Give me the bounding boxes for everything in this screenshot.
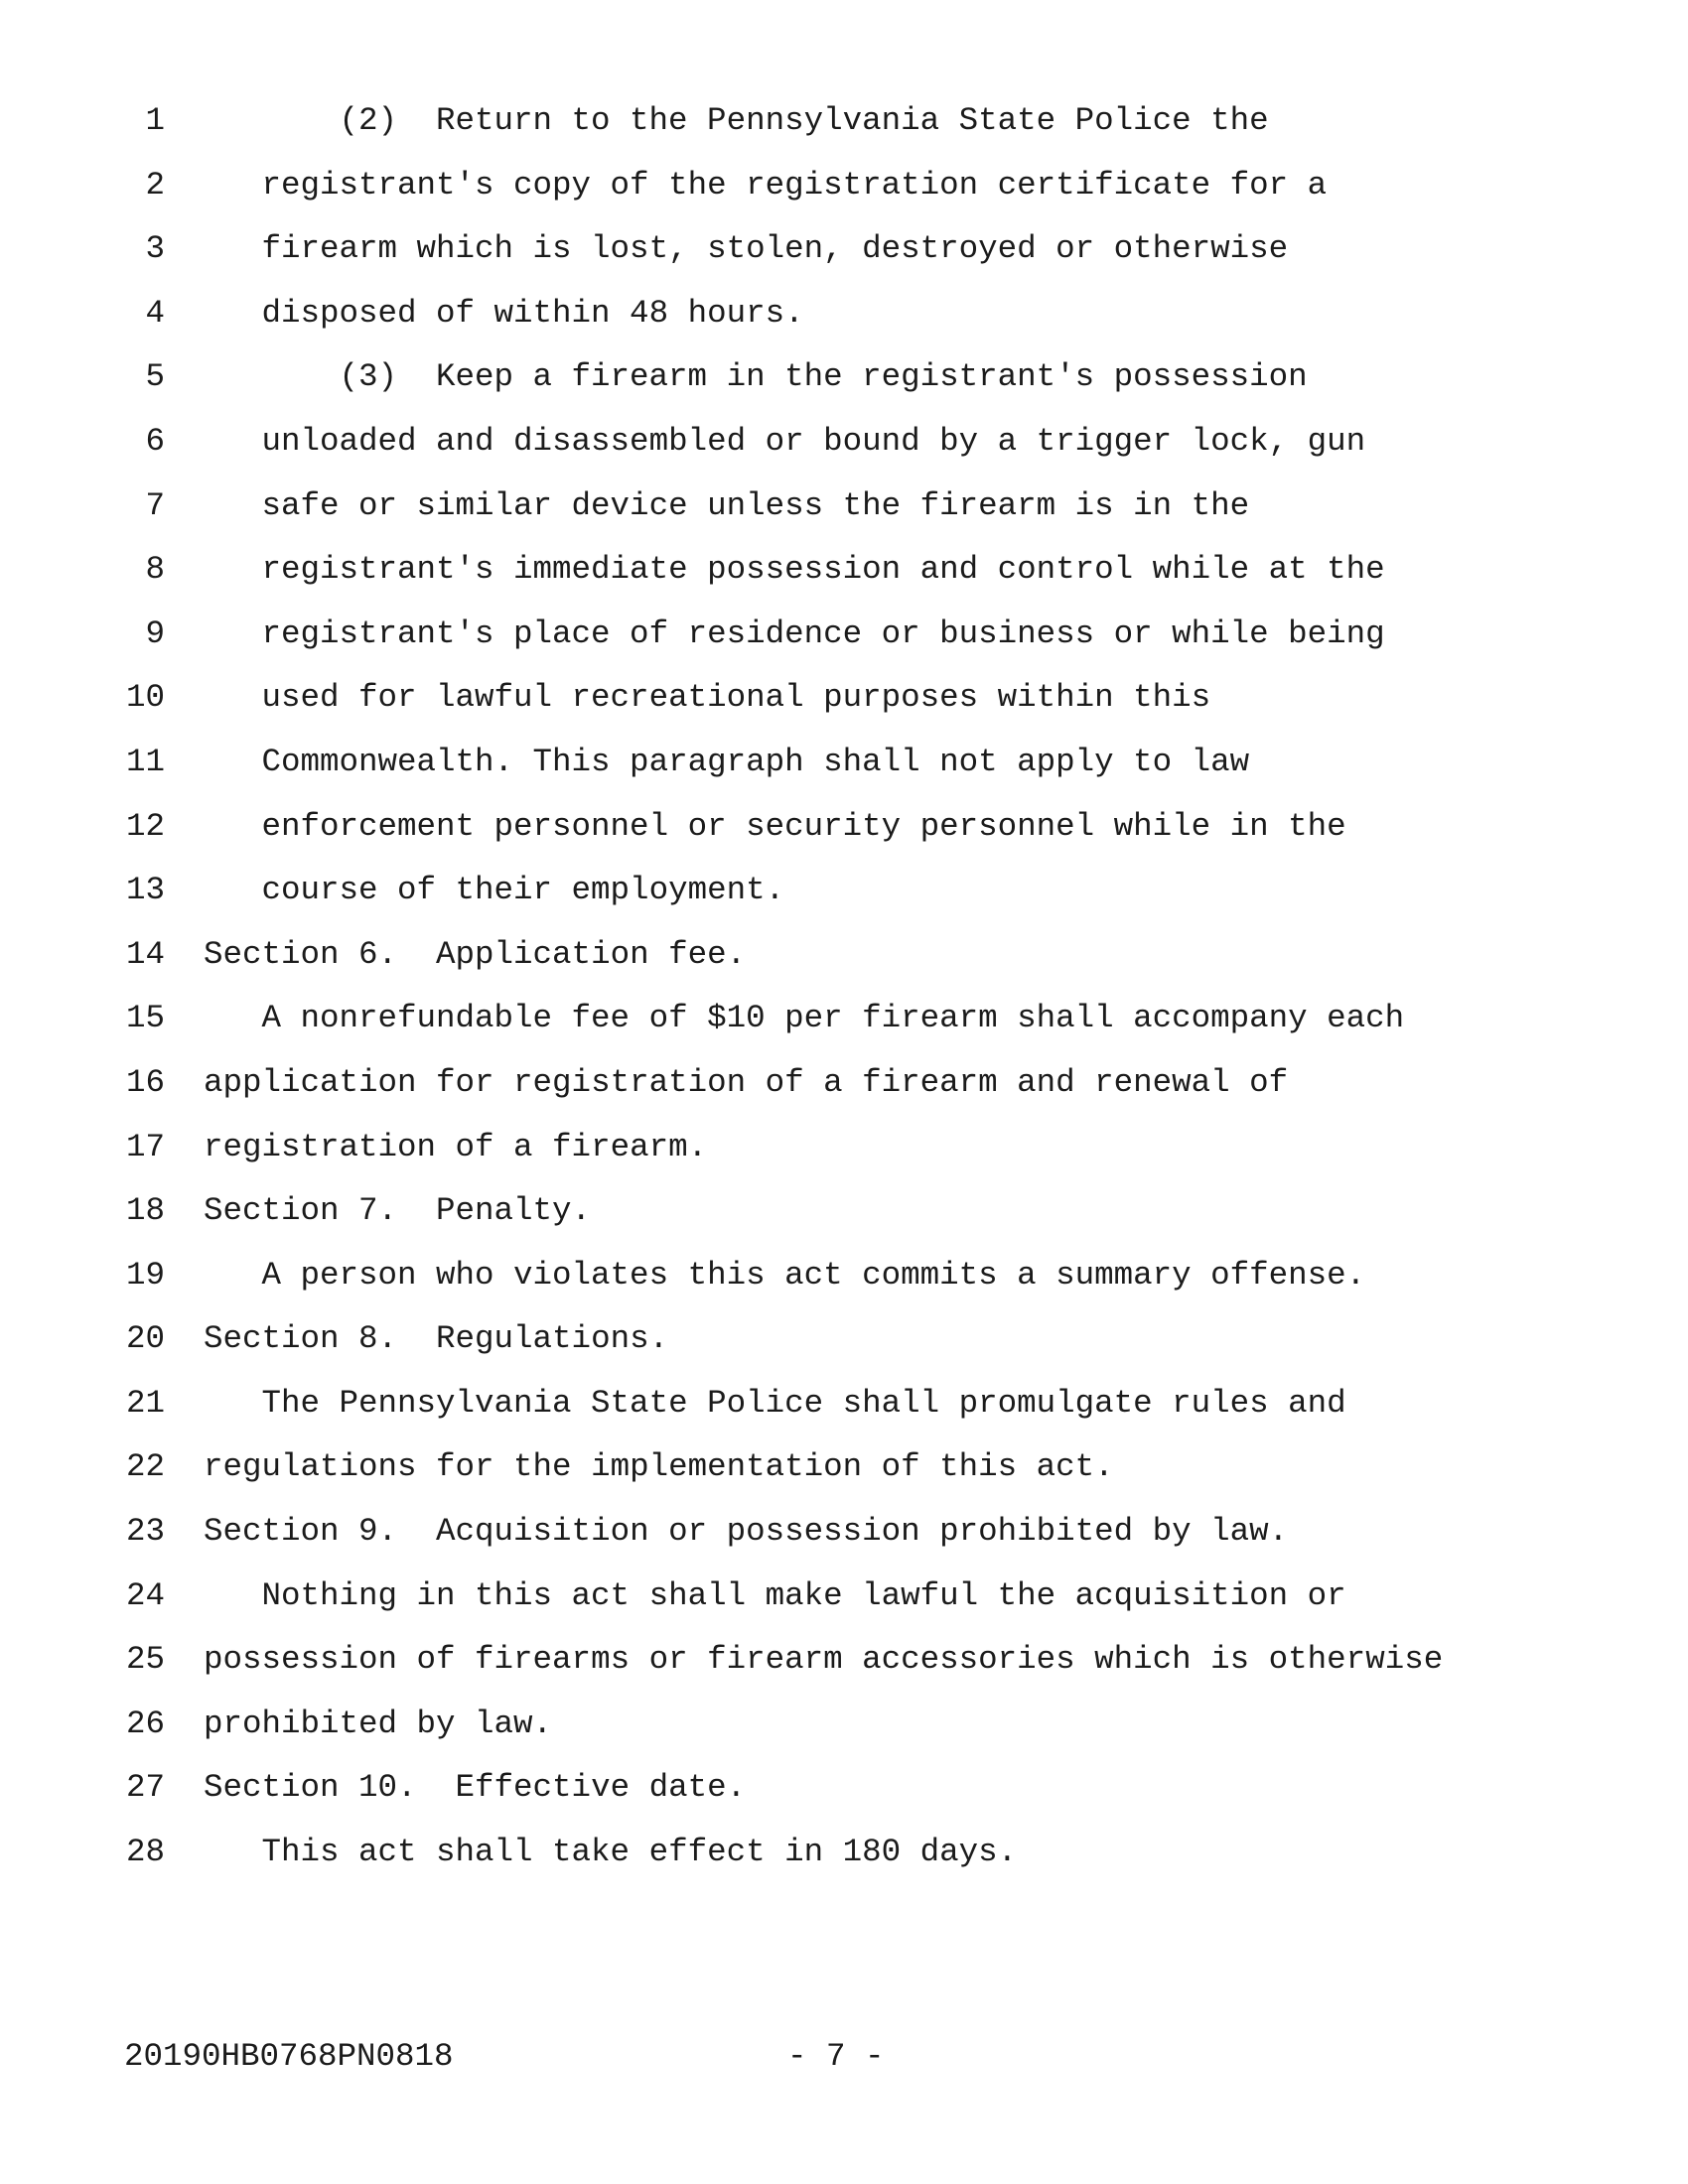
- bill-identifier: 20190HB0768PN0818: [124, 2038, 454, 2075]
- text-line: [0, 1372, 1688, 1436]
- text-line: [0, 859, 1688, 923]
- line-number: 11: [125, 743, 165, 780]
- line-text: A person who violates this act commits a summary offense.: [261, 1256, 1366, 1294]
- line-number: 1: [145, 102, 165, 139]
- text-line: [0, 282, 1688, 346]
- text-line: [0, 1307, 1688, 1372]
- line-text: registrant's copy of the registration certificate for a: [261, 166, 1328, 204]
- line-text: This act shall take effect in 180 days.: [261, 1834, 1018, 1871]
- text-line: [0, 1116, 1688, 1180]
- line-number: 6: [145, 422, 165, 460]
- text-line: [0, 1821, 1688, 1885]
- line-number: 8: [145, 551, 165, 589]
- text-line: [0, 345, 1688, 410]
- text-line: [0, 923, 1688, 988]
- line-text: prohibited by law.: [204, 1705, 553, 1742]
- line-number: 18: [125, 1192, 165, 1230]
- line-text: possession of firearms or firearm accessories which is otherwise: [204, 1641, 1444, 1679]
- line-number: 9: [145, 614, 165, 652]
- text-line: [0, 795, 1688, 860]
- line-text: registrant's immediate possession and control while at the: [261, 551, 1385, 589]
- line-text: Section 9. Acquisition or possession prohibited by law.: [204, 1513, 1289, 1551]
- text-line: [0, 1500, 1688, 1565]
- line-number: 27: [125, 1769, 165, 1807]
- page-footer: [0, 2025, 1688, 2090]
- line-text: Section 10. Effective date.: [204, 1769, 747, 1807]
- line-number: 12: [125, 807, 165, 845]
- line-number: 20: [125, 1320, 165, 1358]
- line-number: 19: [125, 1256, 165, 1294]
- line-text: enforcement personnel or security personnel while in the: [261, 807, 1346, 845]
- line-number: 7: [145, 486, 165, 524]
- line-text: safe or similar device unless the firearm is in the: [261, 486, 1250, 524]
- text-line: [0, 1756, 1688, 1821]
- line-number: 23: [125, 1513, 165, 1551]
- line-number: 15: [125, 1000, 165, 1037]
- line-number: 5: [145, 358, 165, 396]
- line-number: 10: [125, 679, 165, 717]
- text-line: [0, 1565, 1688, 1629]
- line-text: (3) Keep a firearm in the registrant's possession: [339, 358, 1308, 396]
- line-text: registration of a firearm.: [204, 1128, 708, 1165]
- line-number: 14: [125, 935, 165, 973]
- line-number: 2: [145, 166, 165, 204]
- line-text: unloaded and disassembled or bound by a trigger lock, gun: [261, 422, 1366, 460]
- text-line: [0, 410, 1688, 475]
- text-line: [0, 1179, 1688, 1244]
- line-text: Nothing in this act shall make lawful the acquisition or: [261, 1576, 1346, 1614]
- line-text: firearm which is lost, stolen, destroyed or otherwise: [261, 230, 1289, 268]
- line-text: used for lawful recreational purposes within this: [261, 679, 1211, 717]
- line-text: A nonrefundable fee of $10 per firearm shall accompany each: [261, 1000, 1405, 1037]
- text-line: [0, 731, 1688, 795]
- line-number: 21: [125, 1384, 165, 1422]
- text-line: [0, 475, 1688, 539]
- line-text: regulations for the implementation of this act.: [204, 1448, 1114, 1486]
- line-number: 4: [145, 294, 165, 332]
- line-text: The Pennsylvania State Police shall promulgate rules and: [261, 1384, 1346, 1422]
- line-text: Section 7. Penalty.: [204, 1192, 592, 1230]
- bill-text-body: [0, 89, 1688, 1885]
- line-text: Commonwealth. This paragraph shall not apply to law: [261, 743, 1250, 780]
- text-line: [0, 1628, 1688, 1693]
- line-number: 24: [125, 1576, 165, 1614]
- text-line: [0, 603, 1688, 667]
- line-text: (2) Return to the Pennsylvania State Police the: [339, 102, 1269, 139]
- text-line: [0, 1244, 1688, 1308]
- line-text: disposed of within 48 hours.: [261, 294, 804, 332]
- text-line: [0, 538, 1688, 603]
- text-line: [0, 666, 1688, 731]
- text-line: [0, 1435, 1688, 1500]
- line-number: 25: [125, 1641, 165, 1679]
- line-number: 16: [125, 1063, 165, 1101]
- line-number: 26: [125, 1705, 165, 1742]
- line-number: 3: [145, 230, 165, 268]
- text-line: [0, 217, 1688, 282]
- text-line: [0, 89, 1688, 154]
- page-number: - 7 -: [787, 2038, 885, 2075]
- line-text: application for registration of a firearm and renewal of: [204, 1063, 1289, 1101]
- line-text: course of their employment.: [261, 872, 785, 909]
- text-line: [0, 1051, 1688, 1116]
- line-number: 13: [125, 872, 165, 909]
- text-line: [0, 154, 1688, 218]
- line-number: 28: [125, 1834, 165, 1871]
- line-number: 22: [125, 1448, 165, 1486]
- line-text: registrant's place of residence or business or while being: [261, 614, 1385, 652]
- line-text: Section 6. Application fee.: [204, 935, 747, 973]
- line-text: Section 8. Regulations.: [204, 1320, 669, 1358]
- text-line: [0, 1693, 1688, 1757]
- text-line: [0, 987, 1688, 1051]
- line-number: 17: [125, 1128, 165, 1165]
